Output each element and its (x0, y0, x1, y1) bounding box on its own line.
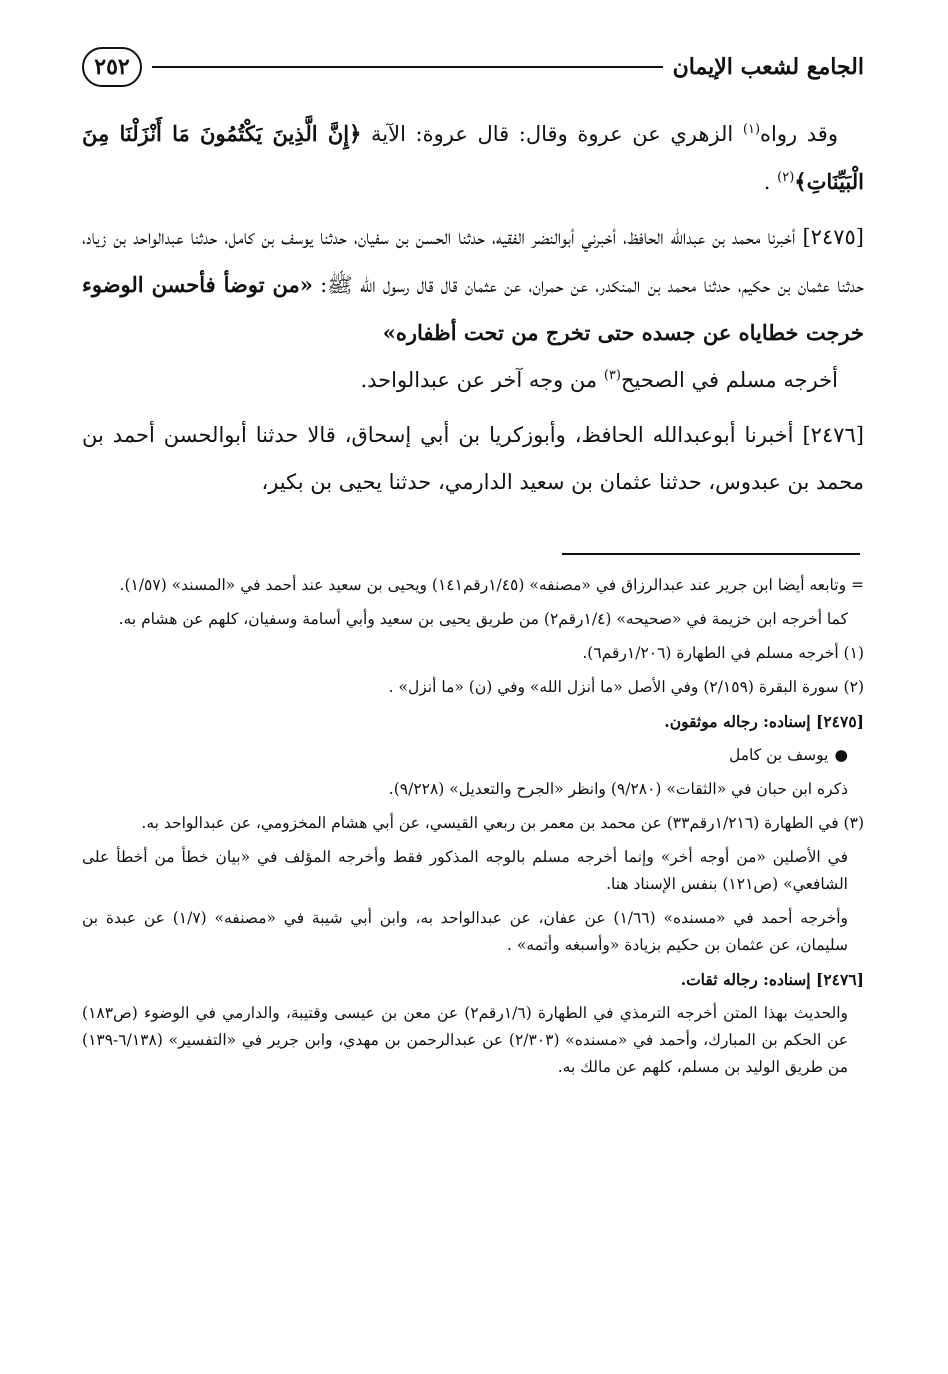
isnad-2476-label: [٢٤٧٦] إسناده: رجاله ثقات. (680, 970, 864, 989)
hadith-matn: «من توضأ فأحسن الوضوء خرجت خطاياه عن جسده حتى تخرج من تحت أظفاره» (82, 272, 864, 345)
footnote-1: (١) أخرجه مسلم في الطهارة (١/٢٠٦رقم٦). (582, 644, 864, 662)
footnote-3-note: في الأصلين «من أوجه أخر» وإنما أخرجه مسلم بالوجه المذكور فقط وأخرجه المؤلف في «بيان خطأ من أخطأ على الشافعي» (ص١٢١) بنفس الإسناد هنا. (82, 848, 848, 893)
paragraph-zuhri (82, 110, 864, 206)
footnote-3: (٣) في الطهارة (١/٢١٦رقم٣٣) عن محمد بن معمر بن ربعي القيسي، عن أبي هشام المخزومي، عن عبدالواحد به. (141, 814, 864, 832)
footnote-divider (562, 553, 860, 555)
text: الزهري عن عروة وقال: قال عروة: الآية (361, 122, 743, 146)
text: من وجه آخر عن عبدالواحد. (360, 368, 604, 392)
hadith-2476 (82, 412, 864, 506)
footnote-2: (٢) سورة البقرة (٢/١٥٩) وفي الأصل «ما أنزل الله» وفي (ن) «ما أنزل» . (388, 678, 864, 696)
footnote-ref-2: (٢) (777, 170, 795, 185)
footnote-3-ahmad: وأخرجه أحمد في «مسنده» (١/٦٦) عن عفان، عن عبدالواحد به، وابن أبي شيبة في «مصنفه» (١/٧) عن عبدة بن سليمان، عن عثمان بن حكيم بزيادة «وأسبغه وأتمه» . (82, 909, 849, 954)
text: أخرجه مسلم في الصحيح (620, 368, 838, 392)
footnote-ref-3: (٣) (603, 368, 621, 383)
bullet-icon: ● (834, 746, 848, 764)
header-rule (152, 66, 663, 68)
text: . (763, 170, 778, 194)
narrator-name: يوسف بن كامل (729, 746, 829, 764)
footnote-2476-takhrij: والحديث بهذا المتن أخرجه الترمذي في الطهارة (١/٦رقم٢) عن معن بن عيسى وقتيبة، والدارمي في الوضوء (ص١٨٣) عن الحكم بن المبارك، وأحمد في «مسنده» (٢/٣٠٣) عن عبدالرحمن بن مهدي، وابن جرير في «التفسير» (٦/١٣٨-١٣٩) من طريق الوليد بن مسلم، كلهم عن مالك به. (82, 1004, 848, 1076)
isnad-2475-label: [٢٤٧٥] إسناده: رجاله موثقون. (664, 712, 864, 731)
hadith-number: [٢٤٧٥] (802, 225, 864, 249)
footnote-continued: = وتابعه أيضا ابن جرير عند عبدالرزاق في «مصنفه» (١/٤٥رقم١٤١) ويحيى بن سعيد عند أحمد في «المسند» (١/٥٧). (119, 576, 864, 594)
takhrij-muslim (82, 357, 864, 404)
footnote-ref-1: (١) (742, 122, 761, 137)
footnote-ibn-khuzayma: كما أخرجه ابن خزيمة في «صحيحه» (١/٤رقم٢) من طريق يحيى بن سعيد وأبي أسامة وسفيان، كلهم عن هشام به. (118, 610, 848, 628)
hadith-number: [٢٤٧٦] (802, 423, 864, 447)
isnad: أخبرنا أبوعبدالله الحافظ، وأبوزكريا بن أبي إسحاق، قالا حدثنا أبوالحسن أحمد بن محمد بن عبدوس، حدثنا عثمان بن سعيد الدارمي، حدثنا يحيى بن بكير، (82, 423, 864, 494)
page-number: ٢٥٢ (82, 47, 142, 87)
text: وقد رواه (760, 122, 838, 146)
book-title: الجامع لشعب الإيمان (672, 54, 864, 80)
footnotes (82, 572, 864, 1088)
narrator-entry (82, 742, 864, 769)
narrator-reference: ذكره ابن حبان في «الثقات» (٩/٢٨٠) وانظر «الجرح والتعديل» (٩/٢٢٨). (388, 780, 848, 798)
hadith-2475 (82, 214, 864, 357)
page-header (82, 42, 864, 92)
isnad: أخبرنا محمد بن عبدالله الحافظ، أخبرني أبوالنضر الفقيه، حدثنا الحسن بن سفيان، حدثنا يوسف بن كامل، حدثنا عبدالواحد بن زياد، حدثنا عثمان بن حكيم، حدثنا محمد بن المنكدر، عن حمران، عن عثمان قال قال رسول الله ﷺ: (82, 225, 864, 297)
quran-verse: ﴿إِنَّ الَّذِينَ يَكْتُمُونَ مَا أَنْزَلْنَا مِنَ الْبَيِّنَاتِ﴾ (82, 121, 864, 194)
main-text (82, 110, 864, 506)
